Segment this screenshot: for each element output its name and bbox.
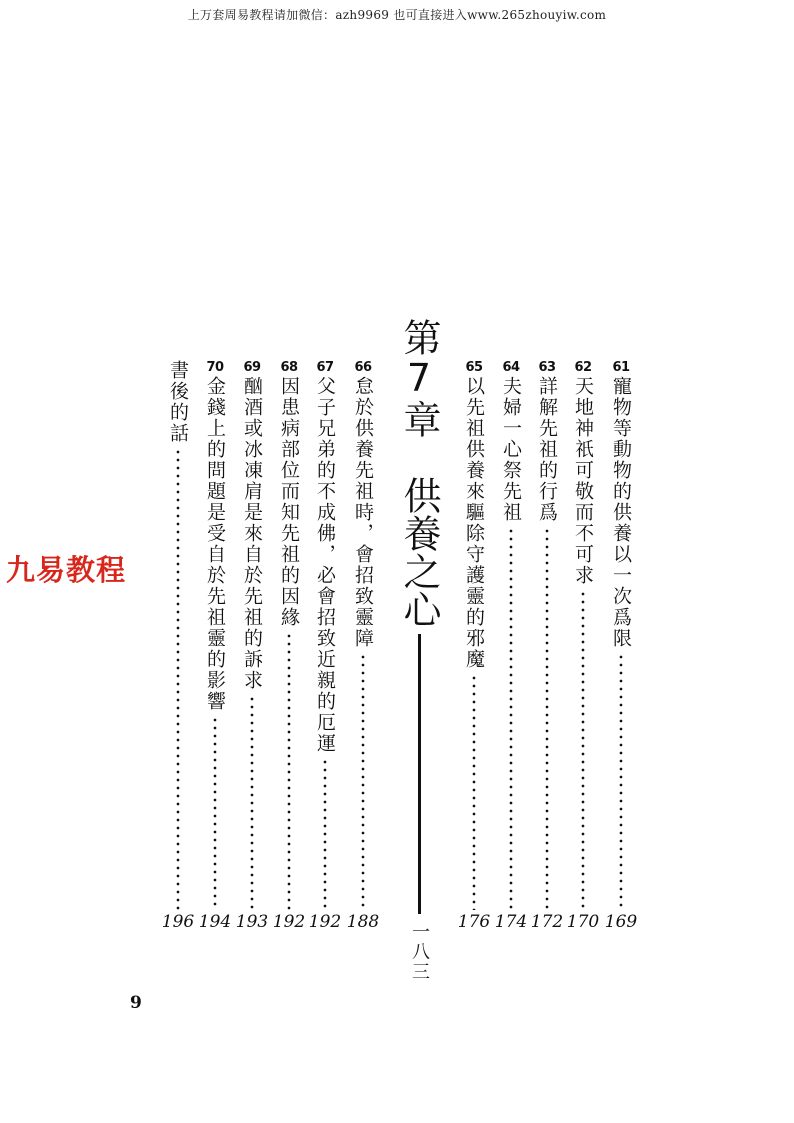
entry-page: 170 — [566, 912, 600, 932]
chapter-page: 一八三 — [409, 922, 430, 982]
chapter-heading — [397, 318, 441, 982]
entry-page: 169 — [604, 912, 638, 932]
entry-title: 天地神祇可敬而不可求 — [572, 376, 594, 586]
toc-entry-70[interactable] — [198, 360, 232, 932]
entry-page: 174 — [494, 912, 528, 932]
entry-number: 66 — [354, 360, 372, 375]
entry-number: 69 — [243, 360, 261, 375]
entry-title: 怠於供養先祖時，會招致靈障 — [352, 376, 374, 649]
entry-title: 夫婦一心祭先祖 — [500, 376, 522, 523]
entry-page: 172 — [530, 912, 564, 932]
leader-dots — [250, 695, 254, 910]
leader-dots — [176, 448, 180, 910]
entry-title: 父子兄弟的不成佛，必會招致近親的厄運 — [314, 376, 336, 754]
toc-entry-61[interactable] — [604, 360, 638, 932]
toc-entry-63[interactable] — [530, 360, 564, 932]
page-header: 上万套周易教程请加微信：azh9969 也可直接进入www.265zhouyiw.com — [187, 8, 607, 22]
leader-dots — [472, 674, 476, 910]
entry-page: 193 — [235, 912, 269, 932]
leader-dots — [619, 653, 623, 910]
entry-number: 68 — [280, 360, 298, 375]
chapter-rule — [418, 634, 421, 914]
entry-number: 64 — [502, 360, 520, 375]
toc-entry-65[interactable] — [457, 360, 491, 932]
leader-dots — [361, 653, 365, 910]
entry-number: 67 — [316, 360, 334, 375]
entry-number: 62 — [574, 360, 592, 375]
entry-page: 194 — [198, 912, 232, 932]
leader-dots — [581, 590, 585, 910]
leader-dots — [287, 632, 291, 910]
entry-page: 196 — [161, 912, 195, 932]
entry-title: 書後的話 — [167, 360, 189, 444]
entry-title: 金錢上的問題是受自於先祖靈的影響 — [204, 376, 226, 712]
toc-entry-68[interactable] — [272, 360, 306, 932]
toc-entry-66[interactable] — [346, 360, 380, 932]
watermark-text: 九易教程 — [6, 553, 127, 587]
toc-entry-62[interactable] — [566, 360, 600, 932]
leader-dots — [545, 527, 549, 910]
toc-entry-afterword[interactable] — [161, 360, 195, 932]
entry-page: 188 — [346, 912, 380, 932]
entry-title: 詳解先祖的行爲 — [536, 376, 558, 523]
entry-number: 63 — [538, 360, 556, 375]
entry-page: 192 — [308, 912, 342, 932]
leader-dots — [323, 758, 327, 910]
page-number: 9 — [130, 993, 142, 1013]
entry-page: 192 — [272, 912, 306, 932]
leader-dots — [509, 527, 513, 910]
entry-title: 寵物等動物的供養以一次爲限 — [610, 376, 632, 649]
entry-number: 70 — [206, 360, 224, 375]
entry-title: 因患病部位而知先祖的因緣 — [278, 376, 300, 628]
toc-entry-67[interactable] — [308, 360, 342, 932]
entry-number: 61 — [612, 360, 630, 375]
chapter-title: 第7章 供養之心 — [397, 318, 441, 628]
toc-entry-69[interactable] — [235, 360, 269, 932]
toc-entry-64[interactable] — [494, 360, 528, 932]
entry-title: 酗酒或冰凍肩是來自於先祖的訴求 — [241, 376, 263, 691]
entry-page: 176 — [457, 912, 491, 932]
leader-dots — [213, 716, 217, 910]
entry-number: 65 — [465, 360, 483, 375]
entry-title: 以先祖供養來驅除守護靈的邪魔 — [463, 376, 485, 670]
